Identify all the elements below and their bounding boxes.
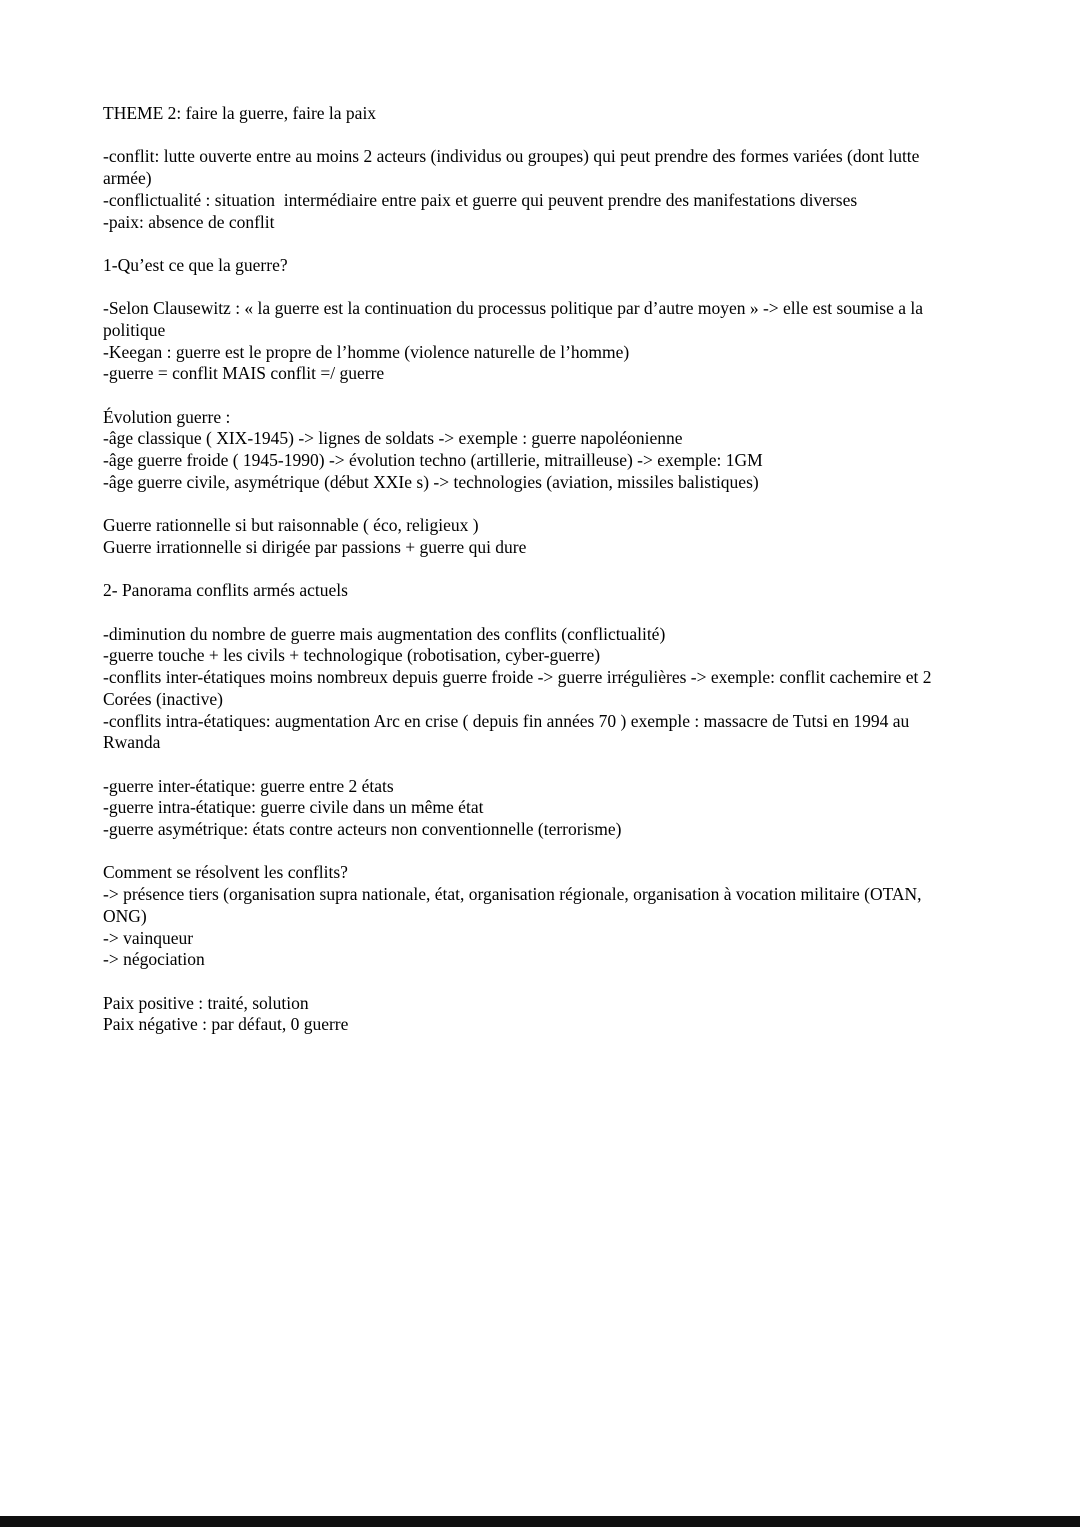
text-line: -guerre intra-étatique: guerre civile dans un même état [103,797,484,818]
text-line: -âge guerre civile, asymétrique (début XXIe s) -> technologies (aviation, missiles balistiques) [103,471,759,492]
paragraph-block [103,624,969,754]
paragraph-block [103,407,969,494]
text-line: -Keegan : guerre est le propre de l’homme (violence naturelle de l’homme) [103,341,630,362]
paragraph-block [103,580,969,602]
paragraph-block [103,993,969,1036]
text-line: -guerre = conflit MAIS conflit =/ guerre [103,363,385,384]
document-title: THEME 2: faire la guerre, faire la paix [103,103,377,123]
text-line: -paix: absence de conflit [103,211,275,232]
text-line: -> vainqueur [103,927,194,948]
paragraph-block [103,146,969,233]
text-line: Guerre rationnelle si but raisonnable ( éco, religieux ) [103,515,479,536]
text-line: -guerre asymétrique: états contre acteurs non conventionnelle (terrorisme) [103,819,622,840]
text-line: -> présence tiers (organisation supra nationale, état, organisation régionale, organisation à vocation militaire (OTAN, ONG) [103,884,926,926]
text-line: -âge guerre froide ( 1945-1990) -> évolution techno (artillerie, mitrailleuse) -> exemple: 1GM [103,450,763,471]
text-line: Paix négative : par défaut, 0 guerre [103,1014,349,1035]
paragraph-block [103,862,969,971]
text-line: -conflictualité : situation intermédiaire entre paix et guerre qui peuvent prendre des manifestations diverses [103,189,858,210]
page-bottom-edge [0,1516,1080,1527]
text-line: -conflits inter-étatiques moins nombreux depuis guerre froide -> guerre irrégulières -> exemple: conflit cachemire et 2 Corées (inactive) [103,667,936,709]
text-line: -diminution du nombre de guerre mais augmentation des conflits (conflictualité) [103,623,666,644]
paragraph-block [103,776,969,841]
text-line: -Selon Clausewitz : « la guerre est la continuation du processus politique par d’autre moyen » -> elle est soumise a la politique [103,298,928,340]
document-content [103,103,969,1058]
paragraph-block [103,255,969,277]
text-line: Paix positive : traité, solution [103,992,309,1013]
text-line: -conflits intra-étatiques: augmentation Arc en crise ( depuis fin années 70 ) exemple : massacre de Tutsi en 1994 au Rwanda [103,710,914,753]
text-line: Évolution guerre : [103,406,231,427]
text-line: -guerre touche + les civils + technologique (robotisation, cyber-guerre) [103,645,601,666]
text-line: 1-Qu’est ce que la guerre? [103,254,288,275]
text-line: 2- Panorama conflits armés actuels [103,580,348,601]
paragraph-block [103,515,969,558]
text-line: Comment se résolvent les conflits? [103,862,348,883]
text-line: -guerre inter-étatique: guerre entre 2 états [103,775,394,796]
text-line: -âge classique ( XIX-1945) -> lignes de soldats -> exemple : guerre napoléonienne [103,428,683,449]
text-line: -conflit: lutte ouverte entre au moins 2 acteurs (individus ou groupes) qui peut prendre des formes variées (dont lutte armée) [103,146,924,189]
text-line: Guerre irrationnelle si dirigée par passions + guerre qui dure [103,536,527,557]
paragraph-block [103,298,969,385]
text-line: -> négociation [103,949,205,970]
paragraph-block [103,103,969,125]
